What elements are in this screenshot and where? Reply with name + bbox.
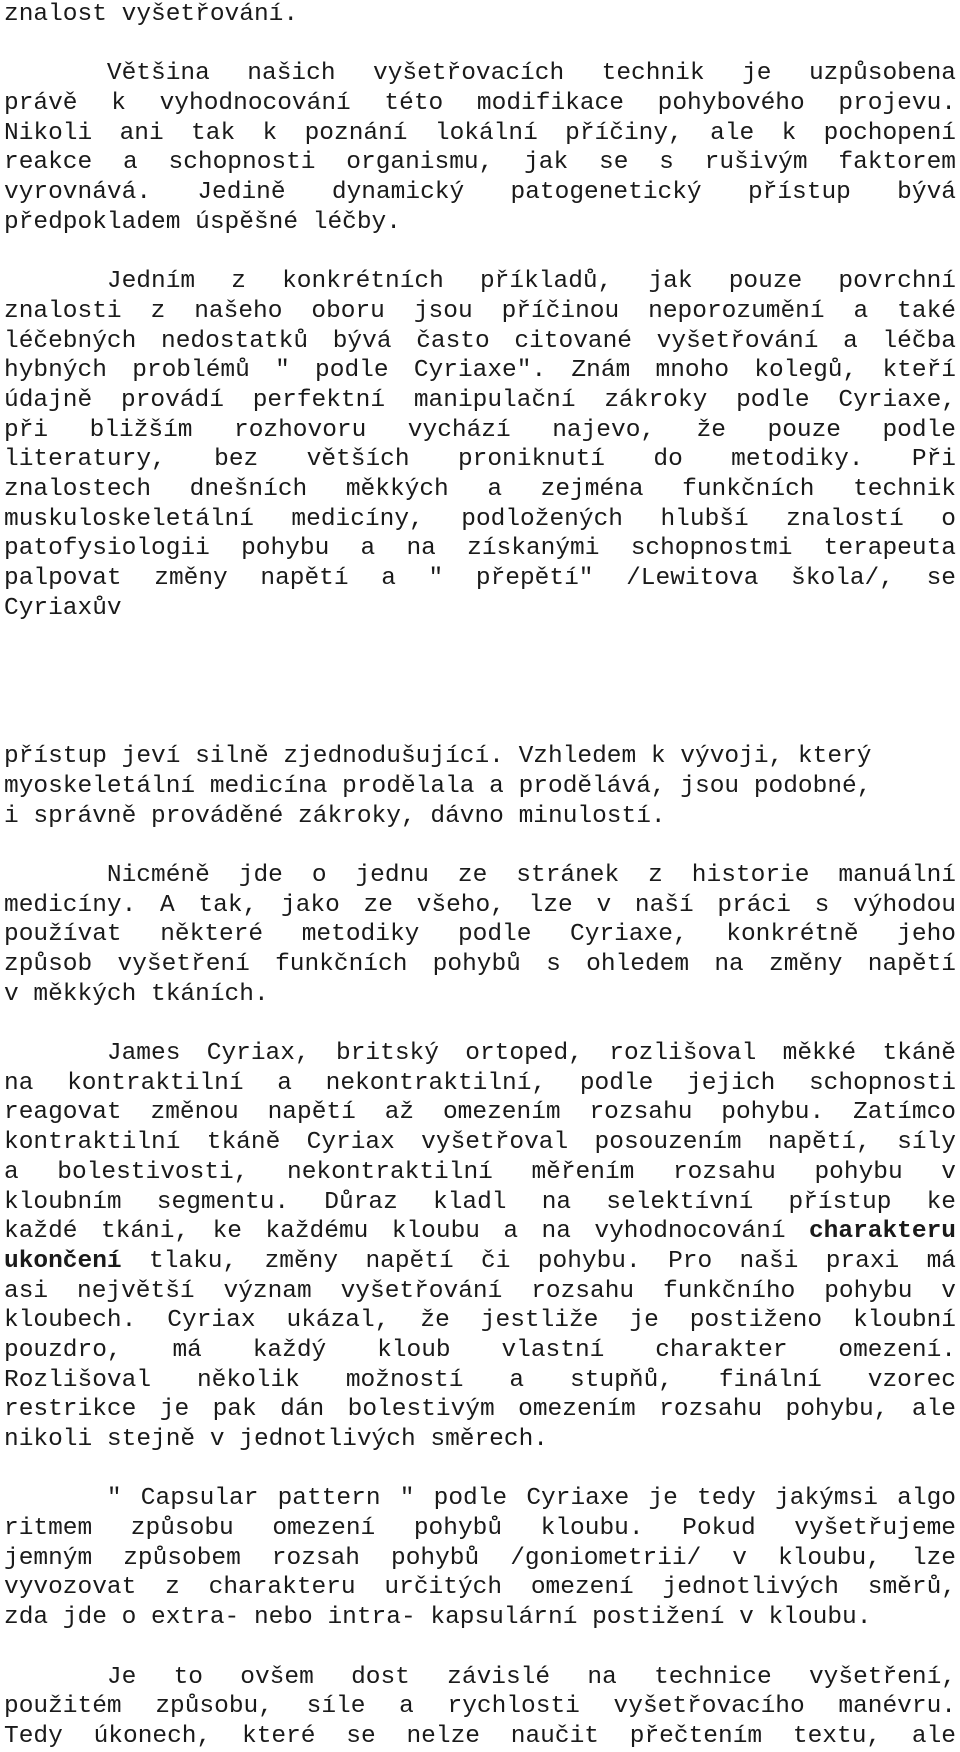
text-line: léčebných nedostatků bývá často citované vyšetřování a léčba: [4, 327, 956, 355]
text-line: přístup jeví silně zjednodušující. Vzhledem k vývoji, který: [4, 743, 872, 771]
text-line: myoskeletální medicína prodělala a prodělává, jsou podobné,: [4, 772, 872, 800]
text-line: vyrovnává. Jedině dynamický patogenetický přístup bývá: [4, 179, 956, 207]
text-line: jemným způsobem rozsah pohybů /goniometrii/ v kloubu, lze: [4, 1544, 956, 1572]
text-line: kloubním segmentu. Důraz kladl na selektívní přístup ke: [4, 1188, 956, 1216]
paragraph: [4, 59, 956, 237]
paragraph-gap: [4, 831, 956, 861]
text-line: asi největší význam vyšetřování rozsahu funkčního pohybu v: [4, 1277, 956, 1305]
text-line: [4, 1217, 956, 1247]
text-line: údajně provádí perfektní manipulační zákroky podle Cyriaxe,: [4, 386, 956, 414]
bold-term: charakteru: [808, 1218, 956, 1246]
text-line: Tedy úkonech, které se nelze naučit přečtením textu, ale: [4, 1722, 956, 1750]
text-line: restrikce je pak dán bolestivým omezením rozsahu pohybu, ale: [4, 1396, 956, 1424]
paragraph: [4, 267, 956, 623]
text-line: Nikoli ani tak k poznání lokální příčiny, ale k pochopení: [4, 119, 956, 147]
paragraph: [4, 861, 956, 1009]
paragraph-gap: [4, 1009, 956, 1039]
paragraph: [4, 742, 956, 831]
text-run: každé tkáni, ke každému kloubu a na vyhodnocování: [4, 1218, 809, 1246]
bold-term: ukončení: [4, 1247, 122, 1275]
text-line: reagovat změnou napětí až omezením rozsahu pohybu. Zatímco: [4, 1099, 956, 1127]
text-line: pouzdro, má každý kloub vlastní charakter omezení.: [4, 1336, 956, 1364]
text-line: palpovat změny napětí a " přepětí" /Lewitova škola/, se: [4, 565, 956, 593]
text-line: Rozlišoval několik možností a stupňů, finální vzorec: [4, 1366, 956, 1394]
text-line: používat některé metodiky podle Cyriaxe, konkrétně jeho: [4, 921, 956, 949]
text-line: nikoli stejně v jednotlivých směrech.: [4, 1426, 548, 1454]
text-line: na kontraktilní a nekontraktilní, podle jejich schopnosti: [4, 1069, 956, 1097]
text-line: v měkkých tkáních.: [4, 980, 269, 1008]
text-line: a bolestivosti, nekontraktilní měřením rozsahu pohybu v: [4, 1158, 956, 1186]
page-break-gap: [4, 623, 956, 742]
text-line: ritmem způsobu omezení pohybů kloubu. Pokud vyšetřujeme: [4, 1515, 956, 1543]
text-line: při bližším rozhovoru vychází najevo, že pouze podle: [4, 416, 956, 444]
text-line: patofysiologii pohybu a na získanými schopnostmi terapeuta: [4, 535, 956, 563]
document-page: [4, 0, 956, 1752]
paragraph: [4, 1663, 956, 1752]
text-line: kloubech. Cyriax ukázal, že jestliže je postiženo kloubní: [4, 1307, 956, 1335]
text-line: použitém způsobu, síle a rychlosti vyšetřovacího manévru.: [4, 1693, 956, 1721]
text-line: kontraktilní tkáně Cyriax vyšetřoval posouzením napětí, síly: [4, 1129, 956, 1157]
paragraph-gap: [4, 30, 956, 60]
text-line: způsob vyšetření funkčních pohybů s ohledem na změny napětí: [4, 951, 956, 979]
text-line: Jedním z konkrétních příkladů, jak pouze povrchní: [106, 268, 956, 296]
paragraph-gap: [4, 1633, 956, 1663]
text-line: reakce a schopnosti organismu, jak se s rušivým faktorem: [4, 149, 956, 177]
text-line: literatury, bez větších proniknutí do metodiky. Při: [4, 446, 956, 474]
text-line: muskuloskeletální medicíny, podložených hlubší znalostí o: [4, 505, 956, 533]
text-line: znalost vyšetřování.: [4, 1, 299, 28]
text-line: [4, 1247, 956, 1277]
text-line: znalostech dnešních měkkých a zejména funkčních technik: [4, 476, 956, 503]
text-line: James Cyriax, britský ortoped, rozlišoval měkké tkáně: [106, 1040, 956, 1068]
text-line: Cyriaxův: [4, 594, 122, 622]
text-line: zda jde o extra- nebo intra- kapsulární postižení v kloubu.: [4, 1604, 872, 1632]
paragraph: [4, 1484, 956, 1632]
text-run: tlaku, změny napětí či pohybu. Pro naši praxi má: [121, 1247, 956, 1275]
text-line: Nicméně jde o jednu ze stránek z historie manuální: [106, 861, 956, 889]
text-line: " Capsular pattern " podle Cyriaxe je tedy jakýmsi algo: [106, 1485, 956, 1513]
text-line: Většina našich vyšetřovacích technik je uzpůsobena: [106, 60, 956, 88]
text-line: Je to ovšem dost závislé na technice vyšetření,: [106, 1663, 956, 1691]
text-line: předpokladem úspěšné léčby.: [4, 208, 401, 236]
paragraph-gap: [4, 1455, 956, 1485]
text-line: vyvozovat z charakteru určitých omezení jednotlivých směrů,: [4, 1574, 956, 1602]
paragraph: [4, 1039, 956, 1455]
paragraph-gap: [4, 238, 956, 268]
text-line: právě k vyhodnocování této modifikace pohybového projevu.: [4, 90, 956, 118]
text-line: znalosti z našeho oboru jsou příčinou neporozumění a také: [4, 297, 956, 325]
text-line: i správně prováděné zákroky, dávno minulostí.: [4, 802, 666, 830]
text-line: hybných problémů " podle Cyriaxe". Znám mnoho kolegů, kteří: [4, 357, 956, 385]
text-line: medicíny. A tak, jako ze všeho, lze v naší práci s výhodou: [4, 891, 956, 919]
